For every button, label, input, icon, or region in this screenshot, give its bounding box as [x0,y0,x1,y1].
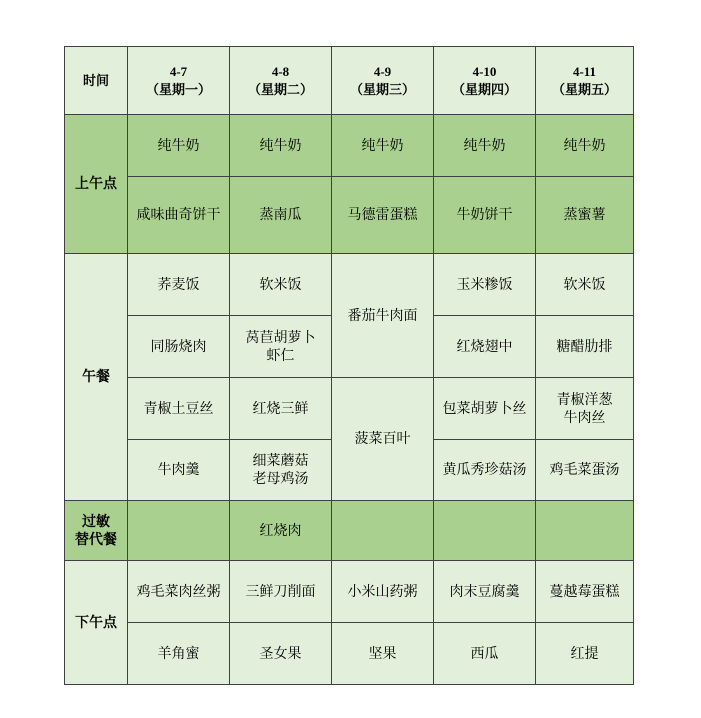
menu-cell [230,440,332,501]
menu-cell: 羊角蜜 [128,623,230,685]
menu-cell-empty [332,501,434,561]
header-row [65,47,634,115]
day-weekday: （星期二） [247,81,313,97]
menu-cell-empty [536,501,634,561]
day-weekday: （星期五） [551,81,617,97]
menu-cell: 红烧翅中 [434,316,536,378]
menu-cell-line: 莴苣胡萝卜 [245,329,316,346]
day-header-monday [128,47,230,115]
afternoon-snack-row-2 [65,623,634,685]
menu-cell-line: 牛肉丝 [563,409,606,426]
menu-cell: 荞麦饭 [128,254,230,316]
day-header-wednesday [332,47,434,115]
menu-cell: 软米饭 [230,254,332,316]
menu-cell: 糖醋肋排 [536,316,634,378]
menu-cell: 纯牛奶 [434,115,536,177]
day-weekday: （星期三） [349,81,415,97]
menu-cell: 同肠烧肉 [128,316,230,378]
menu-cell: 牛奶饼干 [434,177,536,254]
menu-cell: 坚果 [332,623,434,685]
day-date: 4-10 [472,63,497,79]
day-weekday: （星期一） [145,81,211,97]
menu-cell: 马德雷蛋糕 [332,177,434,254]
section-label-allergy-substitute [65,501,128,561]
section-label-line: 替代餐 [75,531,117,548]
menu-cell: 红提 [536,623,634,685]
allergy-substitute-row [65,501,634,561]
menu-cell-empty [128,501,230,561]
lunch-row-3 [65,378,634,440]
menu-cell: 蔓越莓蛋糕 [536,561,634,623]
day-date: 4-9 [373,63,392,79]
menu-cell: 软米饭 [536,254,634,316]
menu-cell [230,316,332,378]
menu-cell: 小米山药粥 [332,561,434,623]
morning-snack-row-2 [65,177,634,254]
day-weekday: （星期四） [451,81,517,97]
menu-cell: 西瓜 [434,623,536,685]
menu-cell: 纯牛奶 [536,115,634,177]
menu-cell: 蒸南瓜 [230,177,332,254]
afternoon-snack-row-1 [65,561,634,623]
menu-cell-empty [434,501,536,561]
menu-cell: 包菜胡萝卜丝 [434,378,536,440]
day-date: 4-7 [169,63,188,79]
menu-cell-merged: 番茄牛肉面 [332,254,434,378]
menu-cell: 纯牛奶 [332,115,434,177]
menu-cell: 纯牛奶 [230,115,332,177]
section-label-line: 过敏 [82,513,110,530]
day-header-thursday [434,47,536,115]
menu-cell: 红烧肉 [230,501,332,561]
menu-cell: 黄瓜秀珍菇汤 [434,440,536,501]
menu-cell: 鸡毛菜蛋汤 [536,440,634,501]
menu-cell-line: 老母鸡汤 [252,471,309,487]
menu-cell: 鸡毛菜肉丝粥 [128,561,230,623]
menu-cell: 圣女果 [230,623,332,685]
menu-cell-line: 青椒洋葱 [556,391,613,408]
menu-cell: 纯牛奶 [128,115,230,177]
menu-cell-line: 虾仁 [266,347,295,364]
menu-cell: 红烧三鲜 [230,378,332,440]
menu-cell: 牛肉羹 [128,440,230,501]
menu-cell: 肉末豆腐羹 [434,561,536,623]
weekly-menu-table [64,46,634,685]
menu-cell: 咸味曲奇饼干 [128,177,230,254]
menu-cell-merged: 菠菜百叶 [332,378,434,501]
menu-cell-line: 细菜蘑菇 [252,453,309,469]
morning-snack-row-1 [65,115,634,177]
day-date: 4-11 [572,63,597,79]
section-label-afternoon-snack: 下午点 [65,561,128,685]
menu-cell: 玉米糁饭 [434,254,536,316]
menu-cell: 蒸蜜薯 [536,177,634,254]
lunch-row-1 [65,254,634,316]
section-label-morning-snack: 上午点 [65,115,128,254]
section-label-lunch: 午餐 [65,254,128,501]
menu-cell [536,378,634,440]
day-date: 4-8 [271,63,290,79]
menu-cell: 青椒土豆丝 [128,378,230,440]
day-header-tuesday [230,47,332,115]
menu-cell: 三鲜刀削面 [230,561,332,623]
day-header-friday [536,47,634,115]
time-header: 时间 [65,47,128,115]
